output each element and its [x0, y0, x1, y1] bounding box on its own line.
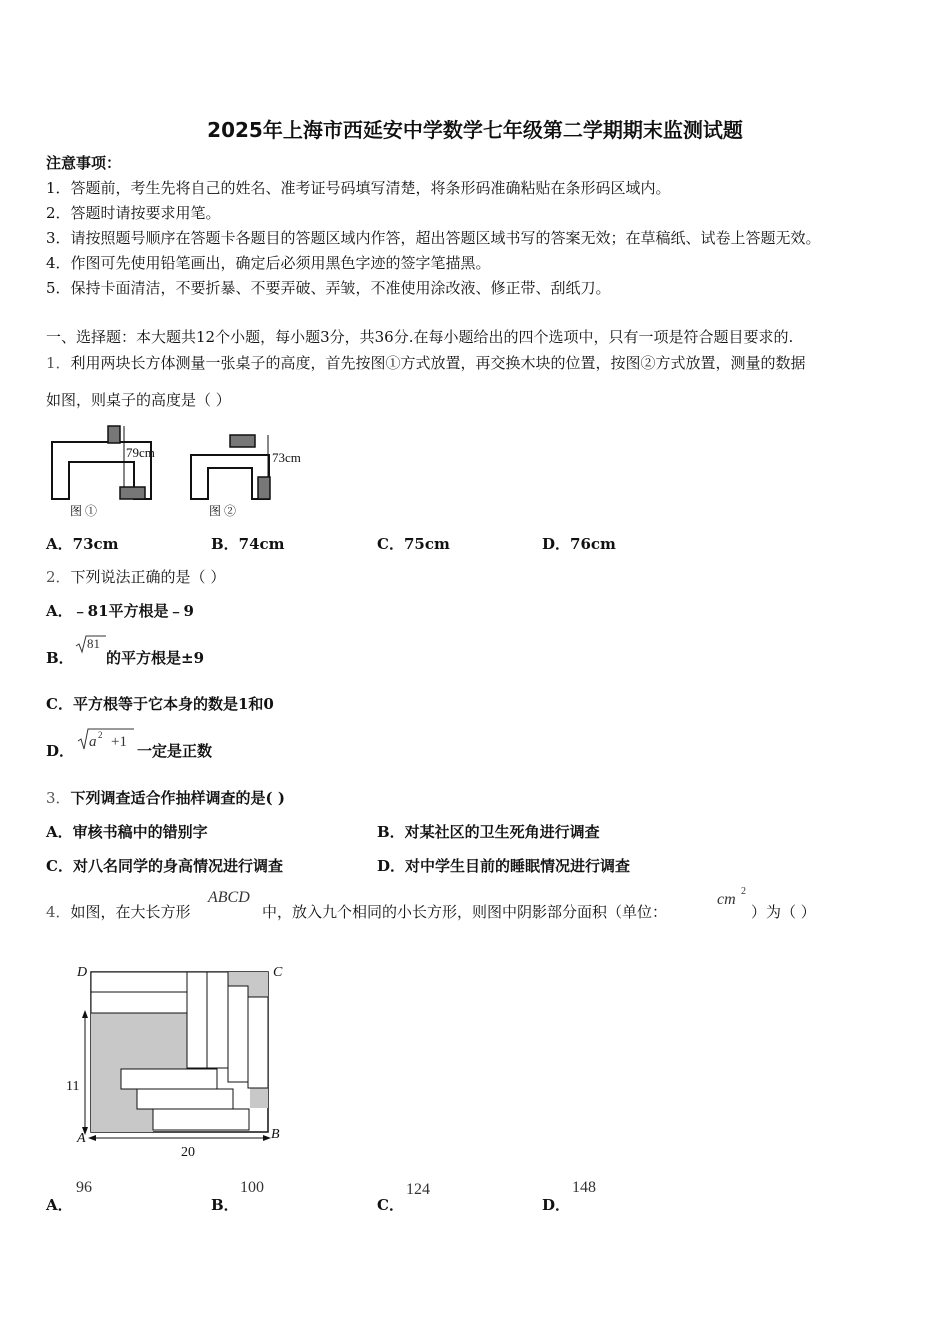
- small-rect: [207, 972, 228, 1068]
- question-text: 下列调查适合作抽样调查的是( ): [70, 789, 285, 807]
- sqrt-81-symbol: [74, 634, 108, 656]
- q1-option-c[interactable]: C．75cm: [377, 535, 450, 553]
- small-rect: [228, 986, 248, 1082]
- height-label: 11: [66, 1079, 80, 1094]
- question-text: 利用两块长方体测量一张桌子的高度，首先按图①方式放置，再交换木块的位置，按图②方式放置，测量的数据: [70, 354, 806, 372]
- q4-option-d[interactable]: D．: [542, 1196, 571, 1214]
- page-title: 2025年上海市西延安中学数学七年级第二学期期末监测试题: [207, 118, 743, 142]
- notice-item: 5．保持卡面清洁，不要折暴、不要弄破、弄皱，不准使用涂改液、修正带、刮纸刀。: [46, 279, 611, 297]
- vertex-b: B: [271, 1127, 280, 1142]
- q3-option-c[interactable]: C．对八名同学的身高情况进行调查: [46, 857, 283, 875]
- small-rect: [91, 972, 187, 992]
- small-rect: [121, 1069, 217, 1089]
- question-4-prefix: [46, 901, 191, 922]
- option-label: B．: [46, 649, 74, 667]
- shaded-bottom-right: [250, 1088, 268, 1108]
- q4-option-c-value: 124: [406, 1181, 430, 1198]
- q4-option-b-value: 100: [240, 1179, 264, 1196]
- notice-item: 4．作图可先使用铅笔画出，确定后必须用黑色字迹的签字笔描黑。: [46, 254, 491, 272]
- q3-option-a[interactable]: A．审核书稿中的错别字: [46, 823, 208, 841]
- q2-option-a[interactable]: A．﹣81平方根是﹣9: [46, 602, 194, 620]
- q2-option-c[interactable]: C．平方根等于它本身的数是1和0: [46, 695, 274, 713]
- shaded-left-top: [91, 1013, 187, 1069]
- question-1-figure: [46, 420, 336, 522]
- question-text: 下列说法正确的是（ ）: [70, 568, 226, 586]
- figure-caption-2: 图 ②: [209, 504, 237, 518]
- sqrt-radicand: 81: [87, 636, 100, 651]
- q1-option-d[interactable]: D．76cm: [542, 535, 616, 553]
- question-2: [46, 566, 225, 587]
- vertex-c: C: [273, 965, 283, 980]
- question-3: [46, 787, 285, 808]
- block-upright-2: [258, 477, 270, 499]
- small-rect: [137, 1089, 233, 1109]
- question-4-suffix: ）为（ ）: [751, 903, 816, 921]
- unit-exponent: 2: [741, 886, 746, 897]
- block-upright: [108, 426, 120, 443]
- notice-heading: 注意事项：: [46, 154, 122, 172]
- question-1-line1: [46, 352, 806, 373]
- q2-option-b-text: 的平方根是±9: [106, 649, 205, 667]
- question-number: 3．: [46, 789, 71, 807]
- question-1-line2: 如图，则桌子的高度是（ ）: [46, 391, 231, 409]
- vertex-a: A: [77, 1131, 86, 1146]
- q1-option-b[interactable]: B．74cm: [211, 535, 285, 553]
- section-heading: 一、选择题：本大题共12个小题，每小题3分，共36分.在每小题给出的四个选项中，只有一项是符合题目要求的.: [46, 328, 794, 346]
- q4-option-b[interactable]: B．: [211, 1196, 239, 1214]
- q2-option-d-text: 一定是正数: [137, 742, 213, 760]
- small-rect: [248, 997, 268, 1088]
- q4-option-d-value: 148: [572, 1179, 596, 1196]
- notice-item: 2．答题时请按要求用笔。: [46, 204, 221, 222]
- q2-option-d[interactable]: [46, 740, 74, 761]
- vertex-d: D: [77, 965, 88, 980]
- question-number: 2．: [46, 568, 71, 586]
- q4-option-a-value: 96: [76, 1179, 92, 1196]
- small-rect: [153, 1109, 249, 1130]
- rect-name: ABCD: [208, 889, 250, 906]
- q4-option-c[interactable]: C．: [377, 1196, 404, 1214]
- question-4-figure: [60, 958, 300, 1164]
- measure-label-2: 73cm: [272, 450, 301, 465]
- q4-option-a[interactable]: A．: [46, 1196, 73, 1214]
- small-rect: [187, 972, 207, 1068]
- question-4-middle: 中，放入九个相同的小长方形，则图中阴影部分面积（单位：: [262, 903, 668, 921]
- figure-caption-1: 图 ①: [70, 504, 98, 518]
- notice-item: 3．请按照题号顺序在答题卡各题目的答题区域内作答，超出答题区域书写的答案无效；在草稿纸、试卷上答题无效。: [46, 229, 821, 247]
- q3-option-d[interactable]: D．对中学生目前的睡眠情况进行调查: [377, 857, 631, 875]
- sqrt-exponent: 2: [98, 730, 103, 740]
- sqrt-expression: [76, 727, 136, 753]
- notice-item: 1．答题前，考生先将自己的姓名、准考证号码填写清楚，将条形码准确粘贴在条形码区域内。: [46, 179, 671, 197]
- unit-cm: cm: [717, 891, 736, 908]
- sqrt-variable: a: [89, 734, 97, 750]
- question-text: 如图，在大长方形: [70, 903, 191, 921]
- q3-option-b[interactable]: B．对某社区的卫生死角进行调查: [377, 823, 600, 841]
- question-number: 4．: [46, 903, 71, 921]
- question-number: 1．: [46, 354, 71, 372]
- sqrt-plus-one: +1: [111, 734, 127, 750]
- q2-option-b[interactable]: [46, 647, 74, 668]
- measure-label-1: 79cm: [126, 445, 155, 460]
- block-flat-2: [230, 435, 255, 447]
- block-flat: [120, 487, 145, 499]
- q1-option-a[interactable]: A．73cm: [46, 535, 119, 553]
- small-rect: [91, 992, 187, 1013]
- width-label: 20: [181, 1145, 195, 1160]
- option-label: D．: [46, 742, 75, 760]
